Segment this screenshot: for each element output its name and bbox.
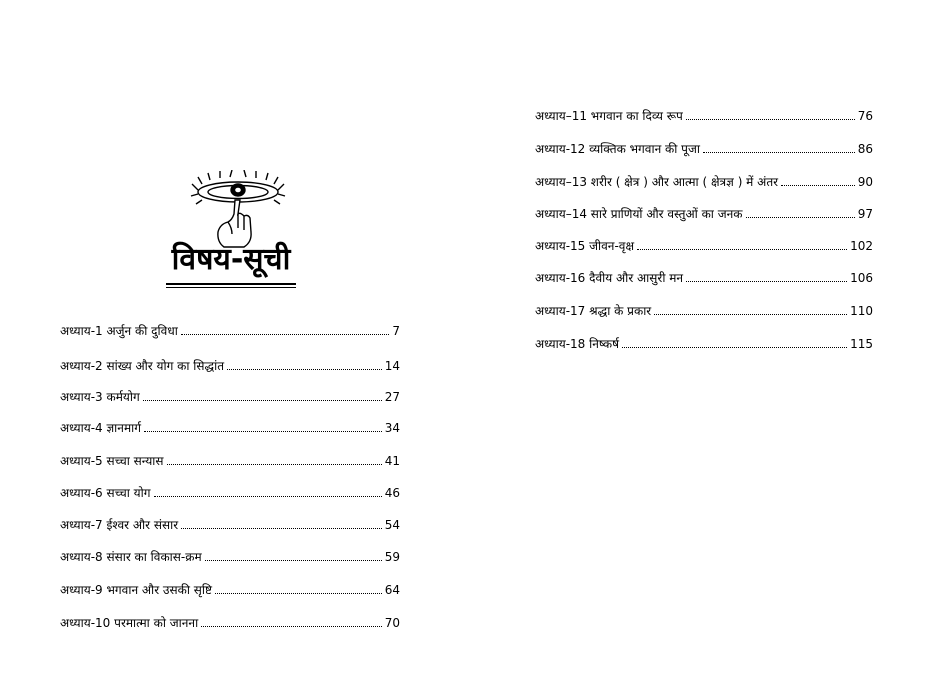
dot-leader <box>144 431 382 432</box>
toc-entry[interactable] <box>535 136 873 156</box>
toc-entry-label: अध्याय-16 दैवीय और आसुरी मन <box>535 271 684 285</box>
title-underline <box>166 283 296 285</box>
toc-entry[interactable] <box>535 298 873 318</box>
toc-entry-page: 115 <box>850 337 873 351</box>
toc-entry[interactable] <box>535 103 873 123</box>
toc-entry[interactable] <box>535 233 873 253</box>
toc-entry[interactable] <box>60 353 400 373</box>
dot-leader <box>205 560 382 561</box>
toc-entry-label: अध्याय-12 व्यक्तिक भगवान की पूजा <box>535 142 701 156</box>
toc-entry[interactable] <box>60 544 400 564</box>
toc-entry-label: अध्याय-1 अर्जुन की दुविधा <box>60 324 178 338</box>
toc-entry-page: 59 <box>384 550 400 564</box>
toc-entry[interactable] <box>535 331 873 351</box>
dot-leader <box>686 281 847 282</box>
toc-entry-label: अध्याय-18 निष्कर्ष <box>535 337 620 351</box>
dot-leader <box>781 185 855 186</box>
toc-entry-label: अध्याय-2 सांख्य और योग का सिद्धांत <box>60 359 225 373</box>
toc-entry[interactable] <box>60 448 400 468</box>
toc-entry[interactable] <box>60 512 400 532</box>
toc-entry-page: 27 <box>384 390 400 404</box>
toc-entry[interactable] <box>60 610 400 630</box>
toc-entry-page: 64 <box>384 583 400 597</box>
toc-entry-page: 46 <box>384 486 400 500</box>
dot-leader <box>181 334 390 335</box>
toc-entry-label: अध्याय-6 सच्चा योग <box>60 486 151 500</box>
toc-entry-label: अध्याय-17 श्रद्धा के प्रकार <box>535 304 652 318</box>
toc-entry-label: अध्याय-9 भगवान और उसकी सृष्टि <box>60 583 212 597</box>
toc-entry-label: अध्याय-3 कर्मयोग <box>60 390 140 404</box>
toc-entry-page: 102 <box>850 239 873 253</box>
toc-entry-label: अध्याय-5 सच्चा सन्यास <box>60 454 164 468</box>
table-of-contents-right <box>535 103 873 353</box>
toc-entry[interactable] <box>60 384 400 404</box>
toc-entry[interactable] <box>535 169 873 189</box>
toc-entry[interactable] <box>535 201 873 221</box>
toc-entry-label: अध्याय-15 जीवन-वृक्ष <box>535 239 635 253</box>
toc-entry-label: अध्याय-4 ज्ञानमार्ग <box>60 421 141 435</box>
dot-leader <box>181 528 382 529</box>
toc-entry-page: 76 <box>857 109 873 123</box>
toc-entry-label: अध्याय–14 सारे प्राणियों और वस्तुओं का जनक <box>535 207 743 221</box>
dot-leader <box>227 369 382 370</box>
toc-entry[interactable] <box>60 577 400 597</box>
dot-leader <box>215 593 382 594</box>
dot-leader <box>637 249 847 250</box>
table-of-contents-left <box>60 318 400 638</box>
toc-entry-page: 7 <box>392 324 400 338</box>
dot-leader <box>201 626 382 627</box>
hand-holding-chakra-icon <box>188 170 288 250</box>
toc-entry-label: अध्याय-8 संसार का विकास-क्रम <box>60 550 202 564</box>
title-underline-second <box>166 287 296 288</box>
dot-leader <box>167 464 382 465</box>
toc-entry-page: 97 <box>857 207 873 221</box>
toc-entry[interactable] <box>535 265 873 285</box>
toc-entry-page: 90 <box>857 175 873 189</box>
dot-leader <box>154 496 382 497</box>
toc-entry-label: अध्याय–11 भगवान का दिव्य रूप <box>535 109 683 123</box>
toc-entry-label: अध्याय–13 शरीर ( क्षेत्र ) और आत्मा ( क्षेत्रज्ञ ) में अंतर <box>535 175 779 189</box>
dot-leader <box>686 119 855 120</box>
dot-leader <box>622 347 847 348</box>
toc-entry-page: 70 <box>384 616 400 630</box>
toc-entry[interactable] <box>60 415 400 435</box>
toc-entry-page: 41 <box>384 454 400 468</box>
toc-entry-page: 54 <box>384 518 400 532</box>
toc-entry-page: 86 <box>857 142 873 156</box>
dot-leader <box>703 152 855 153</box>
toc-entry-page: 106 <box>850 271 873 285</box>
dot-leader <box>654 314 847 315</box>
dot-leader <box>143 400 382 401</box>
dot-leader <box>746 217 855 218</box>
toc-entry-label: अध्याय-7 ईश्वर और संसार <box>60 518 179 532</box>
toc-entry-label: अध्याय-10 परमात्मा को जानना <box>60 616 199 630</box>
page-title: विषय-सूची <box>171 242 291 277</box>
toc-entry-page: 110 <box>850 304 873 318</box>
toc-entry-page: 34 <box>384 421 400 435</box>
toc-entry[interactable] <box>60 480 400 500</box>
toc-entry-page: 14 <box>384 359 400 373</box>
toc-entry[interactable] <box>60 318 400 338</box>
